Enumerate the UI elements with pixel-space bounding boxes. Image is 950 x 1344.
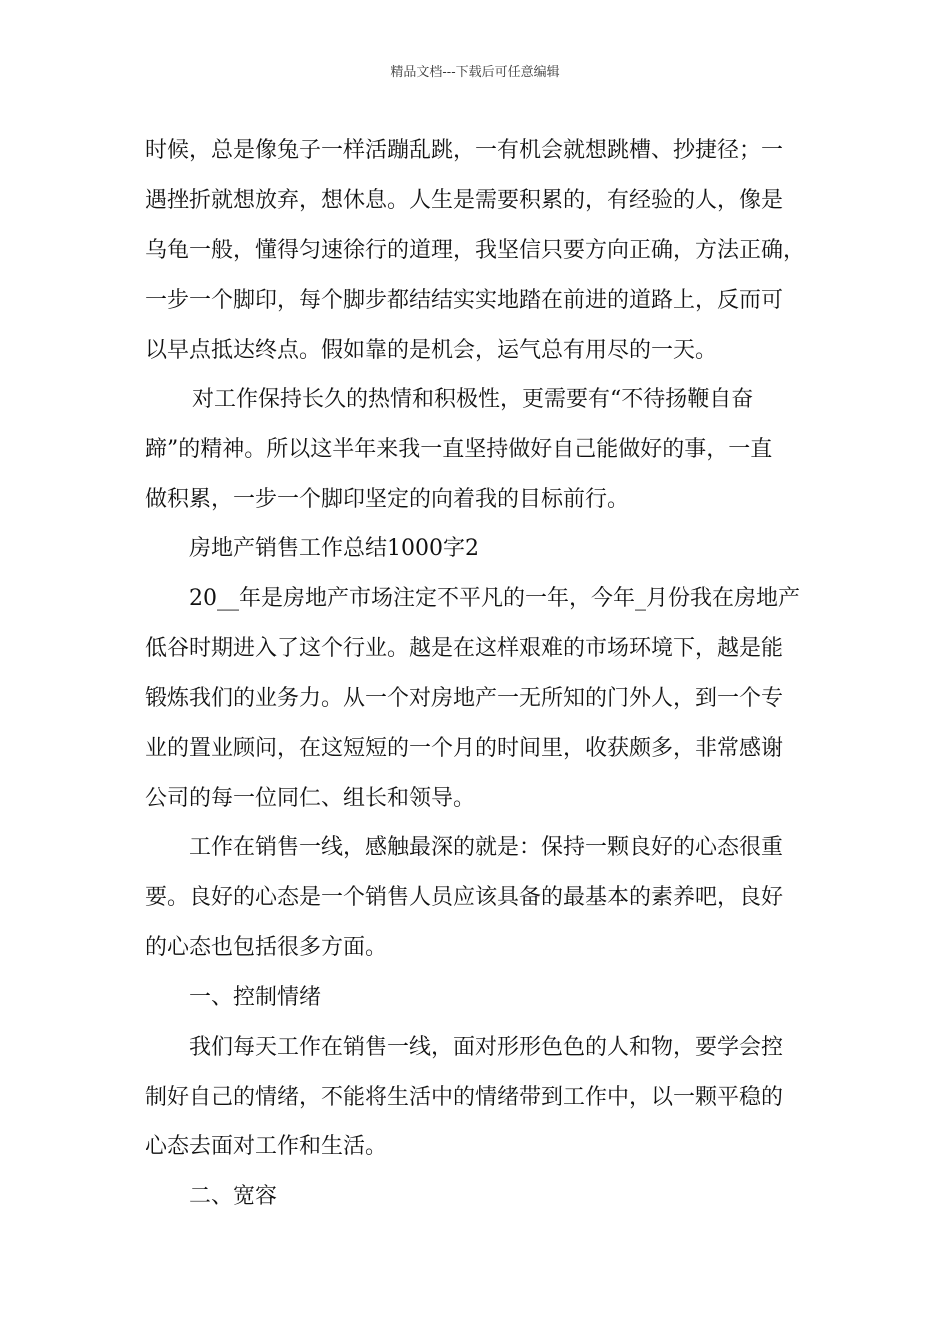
text-line: 业的置业顾问，在这短短的一个月的时间里，收获颇多，非常感谢 [145,736,784,761]
page-header: 精品文档---下载后可任意编辑 [390,65,560,80]
text-line: 20__年是房地产市场注定不平凡的一年，今年_月份我在房地产 [189,586,800,611]
text-line: 我们每天工作在销售一线，面对形形色色的人和物，要学会控 [189,1035,784,1060]
text-line: 制好自己的情绪，不能将生活中的情绪带到工作中，以一颗平稳的 [145,1085,784,1110]
section-title: 房地产销售工作总结1000字2 [189,536,479,561]
text-line: 遇挫折就想放弃，想休息。人生是需要积累的，有经验的人，像是 [145,188,784,213]
text-line: 一步一个脚印，每个脚步都结结实实地踏在前进的道路上，反而可 [145,288,784,313]
text-line: 心态去面对工作和生活。 [145,1134,388,1159]
section-heading: 一、控制情绪 [189,985,322,1010]
text-line: 对工作保持长久的热情和积极性，更需要有“不待扬鞭自奋 [192,387,754,412]
text-line: 蹄”的精神。所以这半年来我一直坚持做好自己能做好的事，一直 [145,437,773,462]
text-line: 以早点抵达终点。假如靠的是机会，运气总有用尽的一天。 [145,338,718,363]
text-line: 工作在销售一线，感触最深的就是：保持一颗良好的心态很重 [189,835,784,860]
section-heading: 二、宽容 [189,1184,278,1209]
text-line: 要。良好的心态是一个销售人员应该具备的最基本的素养吧，良好 [145,885,784,910]
text-line: 公司的每一位同仁、组长和领导。 [145,786,476,811]
text-line: 做积累，一步一个脚印坚定的向着我的目标前行。 [145,487,630,512]
text-line: 锻炼我们的业务力。从一个对房地产一无所知的门外人，到一个专 [145,686,784,711]
text-line: 的心态也包括很多方面。 [145,935,388,960]
text-line: 时候，总是像兔子一样活蹦乱跳，一有机会就想跳槽、抄捷径；一 [145,138,784,163]
text-line: 低谷时期进入了这个行业。越是在这样艰难的市场环境下，越是能 [145,636,784,661]
text-line: 乌龟一般，懂得匀速徐行的道理，我坚信只要方向正确，方法正确， [145,238,806,263]
